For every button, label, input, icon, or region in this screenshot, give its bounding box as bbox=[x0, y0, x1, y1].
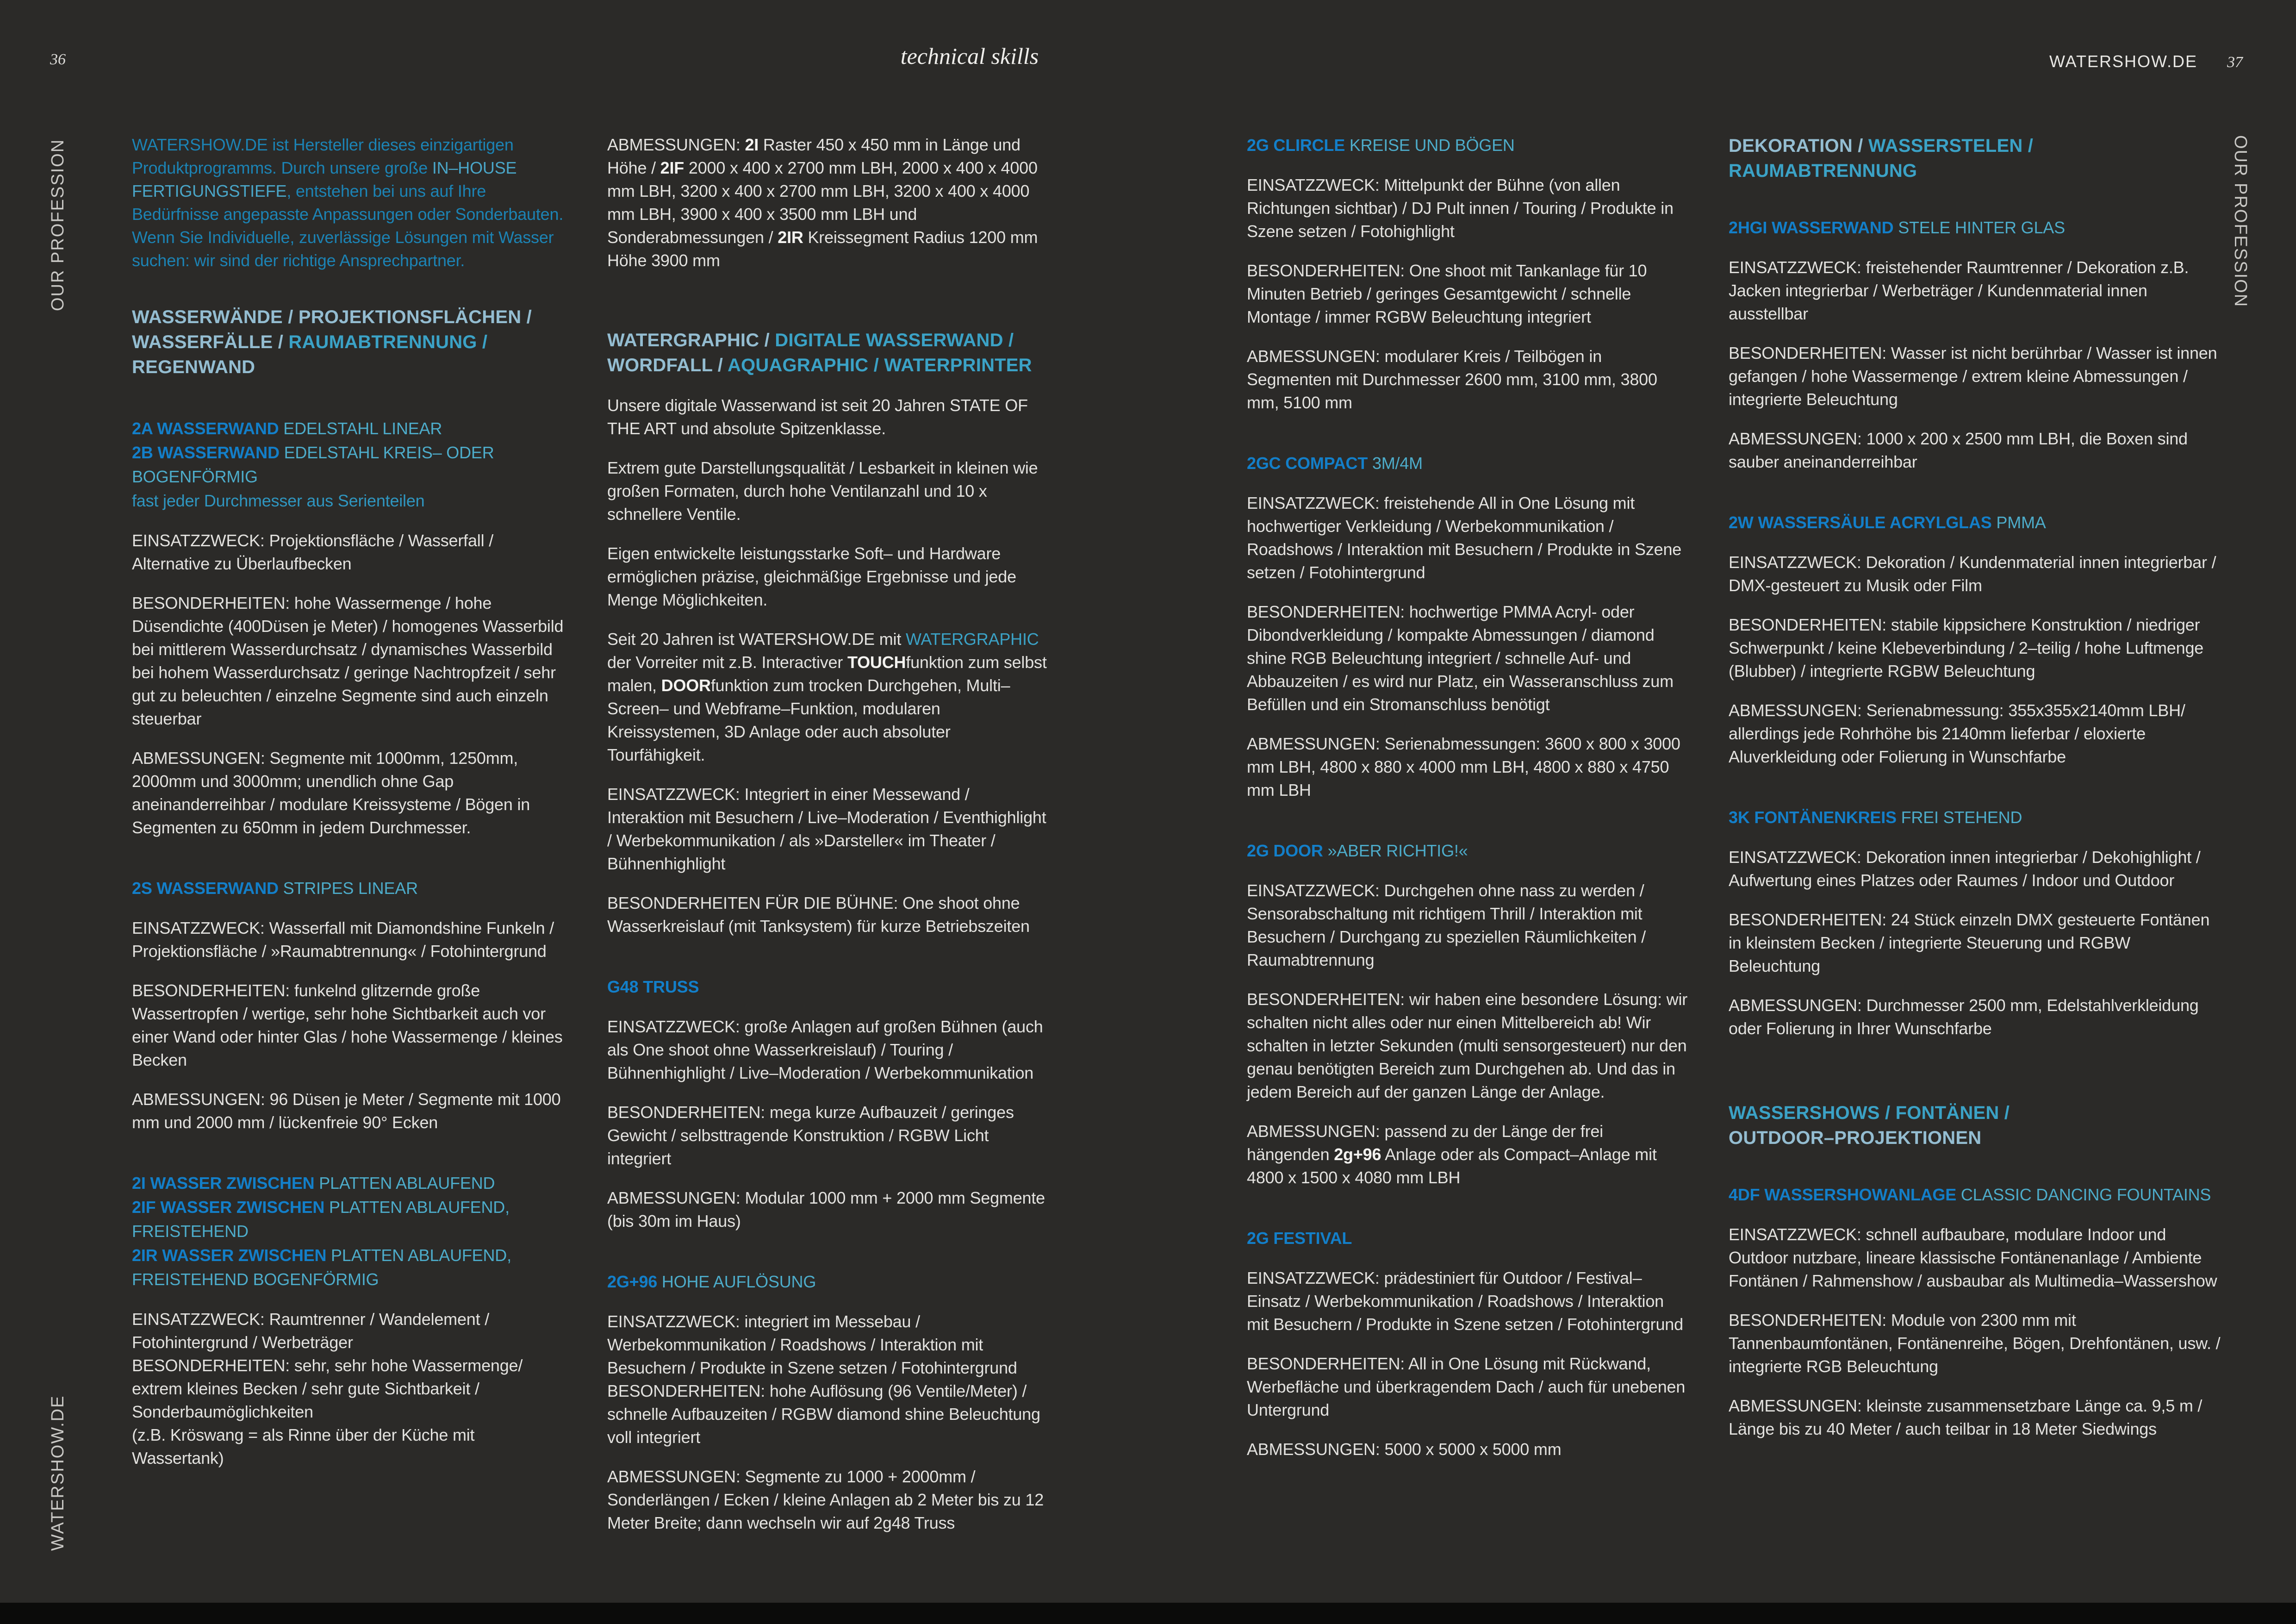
sidebar-left-top-label: OUR PROFESSION bbox=[48, 138, 68, 311]
paragraph: ABMESSUNGEN: Segmente mit 1000mm, 1250mm, 2000mm und 3000mm; unendlich ohne Gap aneinanderreihbar / modulare Kreissysteme / Bögen in Segmenten zu 650mm in jedem Durchmesser. bbox=[132, 749, 530, 837]
product-title: 2G DOOR »ABER RICHTIG!« bbox=[1247, 841, 1468, 860]
paragraph: WATERSHOW.DE ist Hersteller dieses einzigartigen Produktprogramms. Durch unsere große IN–HOUSE FERTIGUNGSTIEFE, entstehen bei uns auf Ihre Bedürfnisse angepasste Anpassungen oder Sonderbauten. Wenn Sie Individuelle, zuverlässige Lösungen mit Wasser suchen: wir sind der richtige Ansprechpartner. bbox=[132, 135, 564, 270]
paragraph: Extrem gute Darstellungsqualität / Lesbarkeit in kleinen wie großen Formaten, durch hohe Ventilanzahl und 10 x schnellere Ventile. bbox=[607, 458, 1038, 524]
paragraph: BESONDERHEITEN: Wasser ist nicht berührbar / Wasser ist innen gefangen / hohe Wassermenge / extrem kleine Abmessungen / integrierte Beleuchtung bbox=[1729, 344, 2217, 409]
paragraph: BESONDERHEITEN: wir haben eine besondere Lösung: wir schalten nicht alles oder nur einen Mittelbereich ab! Wir schalten in letzter Sekunden (multi sensorgesteuert) nur den genau benötigten Bereich zum Durchgehen ab. Und das in jedem Bereich auf der ganzen Länge der Anlage. bbox=[1247, 990, 1688, 1101]
paragraph: EINSATZZWECK: große Anlagen auf großen Bühnen (auch als One shoot ohne Wasserkreislauf) / Touring / Bühnenhighlight / Live–Moderation / Werbekommunikation bbox=[607, 1017, 1043, 1082]
sidebar-left-bottom-label: WATERSHOW.DE bbox=[48, 1395, 68, 1551]
column-watergraphic bbox=[607, 133, 1049, 1535]
page-title: technical skills bbox=[900, 43, 1039, 69]
section-heading: WATERGRAPHIC / DIGITALE WASSERWAND / WORDFALL / AQUAGRAPHIC / WATERPRINTER bbox=[607, 330, 1032, 375]
paragraph: EINSATZZWECK: Durchgehen ohne nass zu werden / Sensorabschaltung mit richtigem Thrill / Interaktion mit Besuchern / Durchgang zu speziellen Räumlichkeiten / Raumabtrennung bbox=[1247, 881, 1646, 969]
paragraph: EINSATZZWECK: Dekoration / Kundenmaterial innen integrierbar / DMX-gesteuert zu Musik oder Film bbox=[1729, 553, 2216, 595]
paragraph: Eigen entwickelte leistungsstarke Soft– und Hardware ermöglichen präzise, gleichmäßige Ergebnisse und jede Menge Möglichkeiten. bbox=[607, 544, 1016, 609]
product-note: fast jeder Durchmesser aus Serienteilen bbox=[132, 491, 425, 510]
paragraph: ABMESSUNGEN: Durchmesser 2500 mm, Edelstahlverkleidung oder Folierung in Ihrer Wunschfarbe bbox=[1729, 996, 2199, 1038]
paragraph: ABMESSUNGEN: 96 Düsen je Meter / Segmente mit 1000 mm und 2000 mm / lückenfreie 90° Ecken bbox=[132, 1090, 561, 1132]
paragraph: ABMESSUNGEN: Modular 1000 mm + 2000 mm Segmente (bis 30m im Haus) bbox=[607, 1188, 1045, 1230]
product-title: 2S WASSERWAND STRIPES LINEAR bbox=[132, 879, 418, 898]
sidebar-right-label: OUR PROFESSION bbox=[2231, 135, 2250, 308]
page-number-right: 37 bbox=[2227, 54, 2243, 71]
product-title: 2GC COMPACT 3M/4M bbox=[1247, 454, 1423, 473]
bottom-bar bbox=[0, 1603, 2296, 1624]
paragraph: ABMESSUNGEN: 5000 x 5000 x 5000 mm bbox=[1247, 1440, 1562, 1459]
paragraph: EINSATZZWECK: Dekoration innen integrierbar / Dekohighlight / Aufwertung eines Platzes oder Raumes / Indoor und Outdoor bbox=[1729, 848, 2201, 890]
paragraph: EINSATZZWECK: Integriert in einer Messewand / Interaktion mit Besuchern / Live–Moderation / Eventhighlight / Werbekommunikation / als »Darsteller« im Theater / Bühnenhighlight bbox=[607, 785, 1046, 873]
paragraph: ABMESSUNGEN: kleinste zusammensetzbare Länge ca. 9,5 m / Länge bis zu 40 Meter / auch teilbar in 18 Meter Siedwings bbox=[1729, 1396, 2203, 1438]
section-heading: WASSERSHOWS / FONTÄNEN / OUTDOOR–PROJEKTIONEN bbox=[1729, 1103, 2010, 1148]
column-kreise-und-specials bbox=[1247, 133, 1689, 1461]
paragraph: EINSATZZWECK: Raumtrenner / Wandelement / Fotohintergrund / Werbeträger bbox=[132, 1310, 490, 1352]
product-title: 4DF WASSERSHOWANLAGE CLASSIC DANCING FOUNTAINS bbox=[1729, 1185, 2211, 1204]
paragraph: ABMESSUNGEN: Segmente zu 1000 + 2000mm / Sonderlängen / Ecken / kleine Anlagen ab 2 Meter bis zu 12 Meter Breite; dann wechseln wir auf 2g48 Truss bbox=[607, 1467, 1044, 1532]
paragraph: BESONDERHEITEN: All in One Lösung mit Rückwand, Werbefläche und überkragendem Dach / auch für unebenen Untergrund bbox=[1247, 1354, 1686, 1419]
paragraph: BESONDERHEITEN: stabile kippsichere Konstruktion / niedriger Schwerpunkt / keine Klebeverbindung / 2–teilig / hohe Luftmenge (Blubber) / integrierte RGBW Beleuchtung bbox=[1729, 615, 2204, 681]
page-number-left: 36 bbox=[50, 51, 66, 68]
paragraph: EINSATZZWECK: Mittelpunkt der Bühne (von allen Richtungen sichtbar) / DJ Pult innen / Touring / Produkte in Szene setzen / Fotohighlight bbox=[1247, 175, 1674, 241]
paragraph: EINSATZZWECK: Wasserfall mit Diamondshine Funkeln / Projektionsfläche / »Raumabtrennung« / Fotohintergrund bbox=[132, 918, 554, 961]
paragraph: ABMESSUNGEN: modularer Kreis / Teilbögen in Segmenten mit Durchmesser 2600 mm, 3100 mm, 3800 mm, 5100 mm bbox=[1247, 347, 1657, 412]
paragraph: ABMESSUNGEN: passend zu der Länge der frei hängenden 2g+96 Anlage oder als Compact–Anlage mit 4800 x 1500 x 4080 mm LBH bbox=[1247, 1122, 1657, 1187]
product-title: 2I WASSER ZWISCHEN PLATTEN ABLAUFEND 2IF WASSER ZWISCHEN PLATTEN ABLAUFEND, FREISTEHEND 2IR WASSER ZWISCHEN PLATTEN ABLAUFEND, FREISTEHEND BOGENFÖRMIG bbox=[132, 1174, 511, 1289]
paragraph: ABMESSUNGEN: Serienabmessungen: 3600 x 800 x 3000 mm LBH, 4800 x 880 x 4000 mm LBH, 4800 x 880 x 4750 mm LBH bbox=[1247, 734, 1680, 800]
paragraph: EINSATZZWECK: prädestiniert für Outdoor / Festival–Einsatz / Werbekommunikation / Roadshows / Interaktion mit Besuchern / Produkte in Szene setzen / Fotohintergrund bbox=[1247, 1268, 1683, 1334]
product-title: 3K FONTÄNENKREIS FREI STEHEND bbox=[1729, 808, 2022, 827]
paragraph: (z.B. Kröswang = als Rinne über der Küche mit Wassertank) bbox=[132, 1425, 475, 1468]
paragraph: ABMESSUNGEN: 1000 x 200 x 2500 mm LBH, die Boxen sind sauber aneinanderreihbar bbox=[1729, 429, 2188, 471]
paragraph: EINSATZZWECK: freistehender Raumtrenner / Dekoration z.B. Jacken integrierbar / Werbeträger / Kundenmaterial innen ausstellbar bbox=[1729, 258, 2189, 323]
product-title: 2W WASSERSÄULE ACRYLGLAS PMMA bbox=[1729, 513, 2046, 532]
product-title: 2A WASSERWAND EDELSTAHL LINEAR 2B WASSERWAND EDELSTAHL KREIS– ODER BOGENFÖRMIG fast jeder Durchmesser aus Serienteilen bbox=[132, 417, 569, 513]
paragraph: BESONDERHEITEN: mega kurze Aufbauzeit / geringes Gewicht / selbsttragende Konstruktion / RGBW Licht integriert bbox=[607, 1103, 1014, 1168]
header-right bbox=[2049, 52, 2243, 71]
section-heading: DEKORATION / WASSERSTELEN / RAUMABTRENNUNG bbox=[1729, 136, 2034, 181]
paragraph: EINSATZZWECK: schnell aufbaubare, modulare Indoor und Outdoor nutzbare, lineare klassische Fontänenanlage / Ambiente Fontänen / Rahmenshow / ausbaubar als Multimedia–Wassershow bbox=[1729, 1225, 2217, 1290]
paragraph: Unsere digitale Wasserwand ist seit 20 Jahren STATE OF THE ART und absolute Spitzenklasse. bbox=[607, 396, 1028, 438]
paragraph: Seit 20 Jahren ist WATERSHOW.DE mit WATERGRAPHIC der Vorreiter mit z.B. Interactiver TOUCHfunktion zum selbst malen, DOORfunktion zum trocken Durchgehen, Multi–Screen– und Webframe–Funktion, modularen Kreissystemen, 3D Anlage oder auch absoluter Tourfähigkeit. bbox=[607, 630, 1047, 764]
paragraph: EINSATZZWECK: Projektionsfläche / Wasserfall / Alternative zu Überlaufbecken bbox=[132, 531, 493, 573]
paragraph: EINSATZZWECK: freistehende All in One Lösung mit hochwertiger Verkleidung / Werbekommunikation / Roadshows / Interaktion mit Besuchern / Produkte in Szene setzen / Fotohintergrund bbox=[1247, 493, 1682, 582]
column-wasserwaende bbox=[132, 133, 569, 1470]
paragraph: BESONDERHEITEN: funkelnd glitzernde große Wassertropfen / wertige, sehr hohe Sichtbarkeit auch vor einer Wand oder hinter Glas / hohe Wassermenge / kleines Becken bbox=[132, 981, 563, 1069]
paragraph: BESONDERHEITEN: 24 Stück einzeln DMX gesteuerte Fontänen in kleinstem Becken / integrierte Steuerung und RGBW Beleuchtung bbox=[1729, 910, 2210, 975]
product-title: G48 TRUSS bbox=[607, 977, 699, 996]
column-dekoration-shows bbox=[1729, 133, 2224, 1441]
product-title: 2G+96 HOHE AUFLÖSUNG bbox=[607, 1272, 816, 1291]
paragraph: BESONDERHEITEN: One shoot mit Tankanlage für 10 Minuten Betrieb / geringes Gesamtgewicht / schnelle Montage / immer RGBW Beleuchtung integriert bbox=[1247, 261, 1647, 326]
paragraph: ABMESSUNGEN: Serienabmessung: 355x355x2140mm LBH/ allerdings jede Rohrhöhe bis 2140mm lieferbar / eloxierte Aluverkleidung oder Folierung in Wunschfarbe bbox=[1729, 701, 2185, 766]
paragraph: EINSATZZWECK: integriert im Messebau / Werbekommunikation / Roadshows / Interaktion mit Besuchern / Produkte in Szene setzen / Fotohintergrund bbox=[607, 1312, 1017, 1377]
paragraph: BESONDERHEITEN: sehr, sehr hohe Wassermenge/ extrem kleines Becken / sehr gute Sichtbarkeit / Sonderbaumöglichkeiten bbox=[132, 1356, 523, 1421]
paragraph: BESONDERHEITEN: Module von 2300 mm mit Tannenbaumfontänen, Fontänenreihe, Bögen, Drehfontänen, usw. / integrierte RGB Beleuchtung bbox=[1729, 1311, 2221, 1376]
brand-header: WATERSHOW.DE bbox=[2049, 52, 2197, 71]
section-heading: WASSERWÄNDE / PROJEKTIONSFLÄCHEN / WASSERFÄLLE / RAUMABTRENNUNG / REGENWAND bbox=[132, 307, 532, 377]
product-title: 2G CLIRCLE KREISE UND BÖGEN bbox=[1247, 136, 1515, 155]
paragraph: ABMESSUNGEN: 2I Raster 450 x 450 mm in Länge und Höhe / 2IF 2000 x 400 x 2700 mm LBH, 2000 x 400 x 4000 mm LBH, 3200 x 400 x 2700 mm LBH, 3200 x 400 x 4000 mm LBH, 3900 x 400 x 3500 mm LBH und Sonderabmessungen / 2IR Kreissegment Radius 1200 mm Höhe 3900 mm bbox=[607, 135, 1038, 270]
paragraph: BESONDERHEITEN: hohe Wassermenge / hohe Düsendichte (400Düsen je Meter) / homogenes Wasserbild bei mittlerem Wasserdurchsatz / dynamisches Wasserbild bei hohem Wasserdurchsatz / geringe Nachtropfzeit / sehr gut zu beleuchten / einzelne Segmente sind auch einzeln steuerbar bbox=[132, 593, 564, 728]
paragraph: BESONDERHEITEN: hohe Auflösung (96 Ventile/Meter) / schnelle Aufbauzeiten / RGBW diamond shine Beleuchtung voll integriert bbox=[607, 1381, 1040, 1447]
paragraph: BESONDERHEITEN: hochwertige PMMA Acryl- oder Dibondverkleidung / kompakte Abmessungen / diamond shine RGB Beleuchtung integriert / schnelle Auf- und Abbauzeiten / es wird nur Platz, ein Wasseranschluss zum Befüllen und ein Stromanschluss benötigt bbox=[1247, 602, 1674, 714]
paragraph: BESONDERHEITEN FÜR DIE BÜHNE: One shoot ohne Wasserkreislauf (mit Tanksystem) für kurze Betriebszeiten bbox=[607, 893, 1030, 936]
product-title: 2HGI WASSERWAND STELE HINTER GLAS bbox=[1729, 218, 2065, 237]
product-title: 2G FESTIVAL bbox=[1247, 1229, 1352, 1248]
